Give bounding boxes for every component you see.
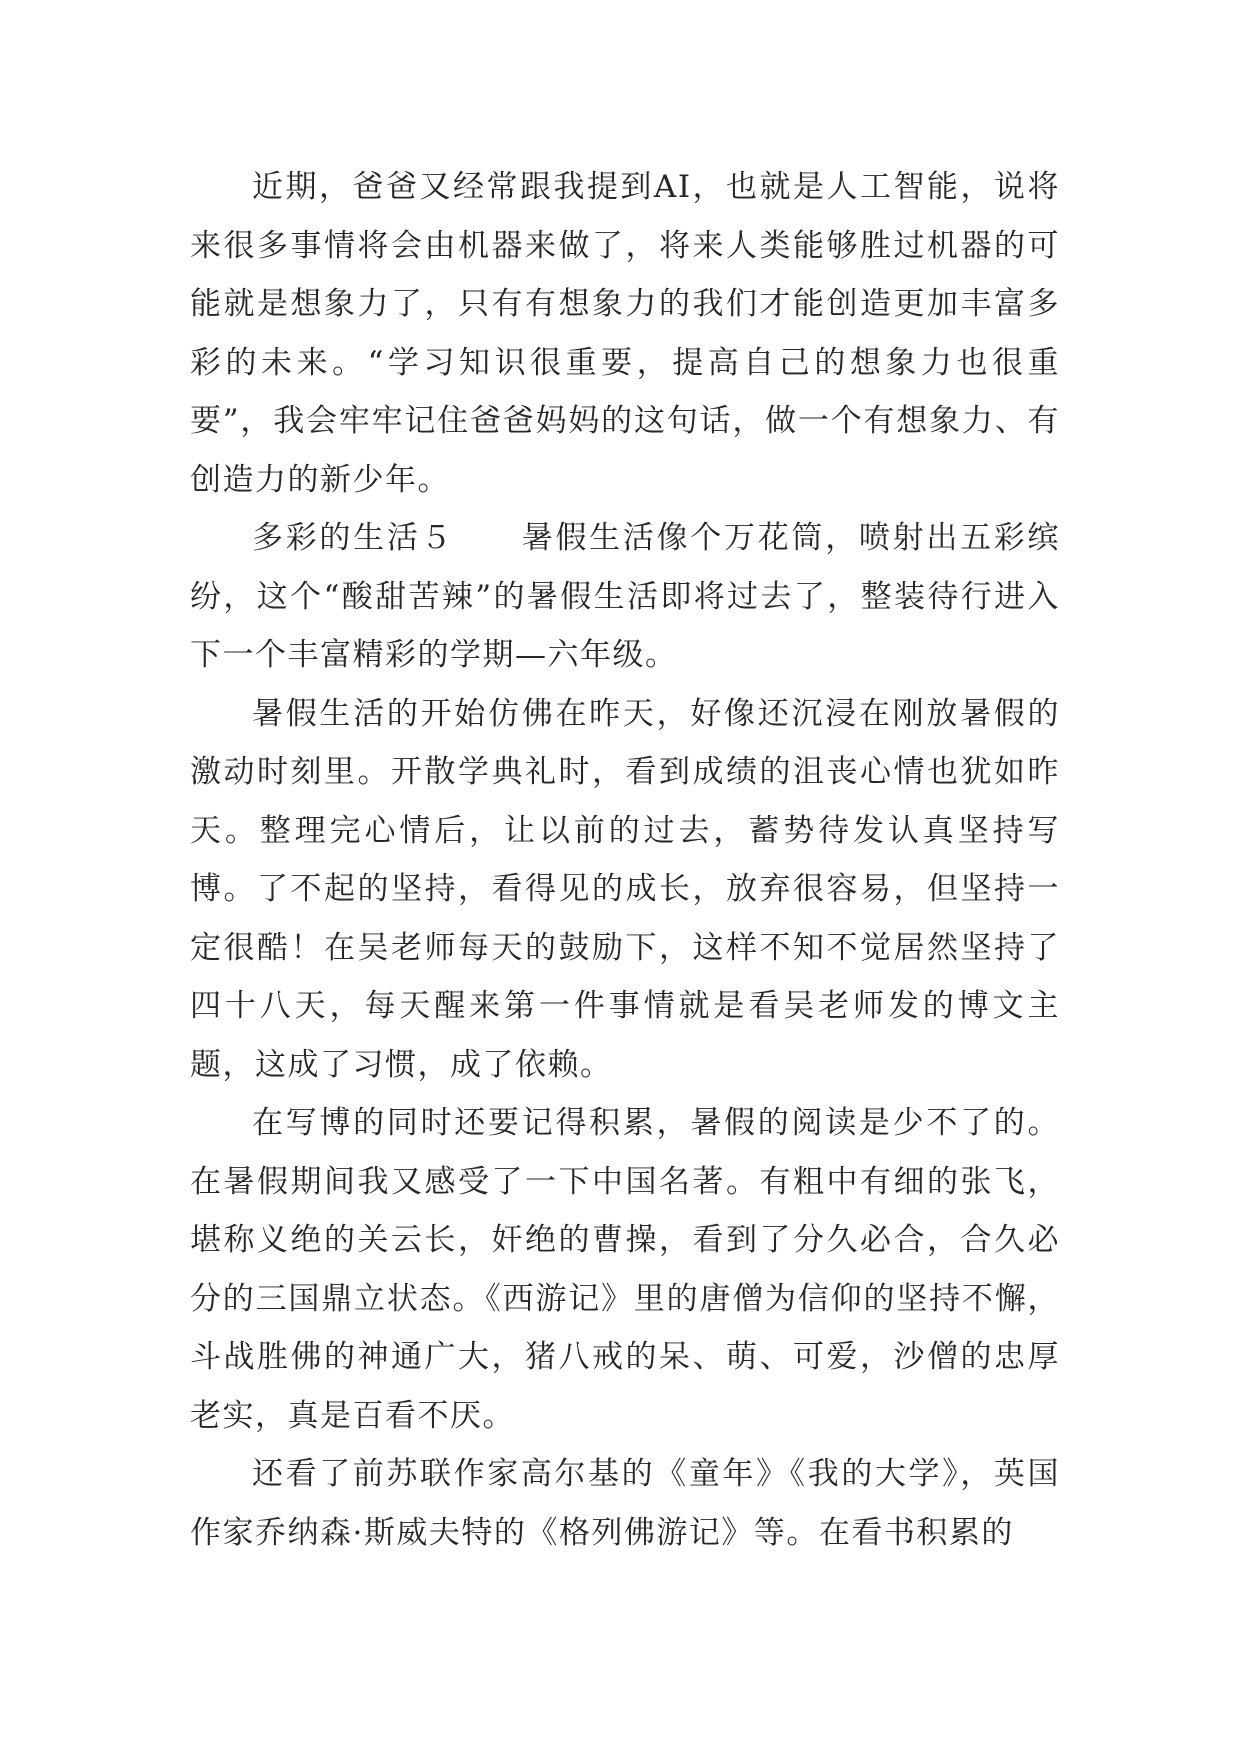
paragraph-1: 近期，爸爸又经常跟我提到AI，也就是人工智能，说将来很多事情将会由机器来做了，将来人类能够胜过机器的可能就是想象力了，只有有想象力的我们才能创造更加丰富多彩的未来。“学习知识很重要，提高自己的想象力也很重要”，我会牢牢记住爸爸妈妈的这句话，做一个有想象力、有创造力的新少年。 — [190, 169, 1060, 498]
paragraph-4: 在写博的同时还要记得积累，暑假的阅读是少不了的。在暑假期间我又感受了一下中国名著。有粗中有细的张飞，堪称义绝的关云长，奸绝的曹操，看到了分久必合，合久必分的三国鼎立状态。《西游记》里的唐僧为信仰的坚持不懈，斗战胜佛的神通广大，猪八戒的呆、萌、可爱，沙僧的忠厚老实，真是百看不厌。 — [190, 1105, 1060, 1434]
document-body — [190, 158, 1060, 1562]
paragraph-5: 还看了前苏联作家高尔基的《童年》《我的大学》，英国作家乔纳森·斯威夫特的《格列佛游记》等。在看书积累的 — [190, 1456, 1060, 1551]
paragraph-3: 暑假生活的开始仿佛在昨天，好像还沉浸在刚放暑假的激动时刻里。开散学典礼时，看到成绩的沮丧心情也犹如昨天。整理完心情后，让以前的过去，蓄势待发认真坚持写博。了不起的坚持，看得见的成长，放弃很容易，但坚持一定很酷！在吴老师每天的鼓励下，这样不知不觉居然坚持了四十八天，每天醒来第一件事情就是看吴老师发的博文主题，这成了习惯，成了依赖。 — [190, 695, 1060, 1083]
paragraph-2: 多彩的生活５ 暑假生活像个万花筒，喷射出五彩缤纷，这个“酸甜苦辣”的暑假生活即将过去了，整装待行进入下一个丰富精彩的学期—六年级。 — [190, 520, 1060, 673]
